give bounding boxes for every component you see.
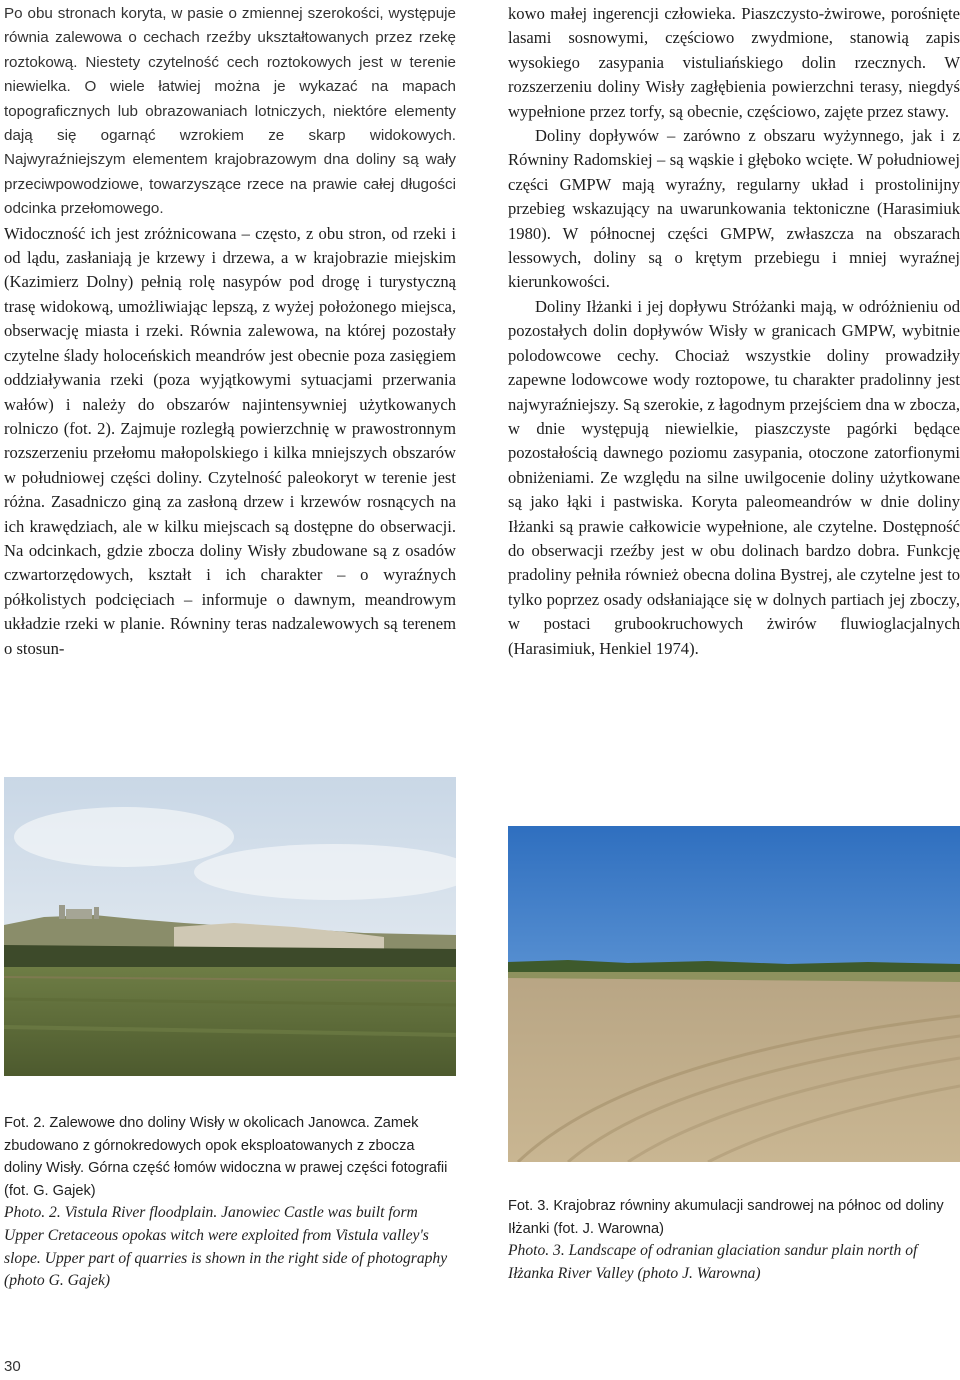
left-text-column bbox=[4, 2, 456, 661]
figure-3-caption-english: Photo. 3. Landscape of odranian glaciation sandur plain north of Iłżanka River Valley (photo J. Warowna) bbox=[508, 1242, 918, 1282]
left-paragraph-2: Widoczność ich jest zróżnicowana – często, z obu stron, od rzeki i od lądu, zasłaniają je krzewy i drzewa, a w krajobrazie miejskim (Kazimierz Dolny) pełnią rolę nasypów pod drogę i turystyczną trasę widokową, umożliwiając lepszą, z wyżej położonego miejsca, obserwację miasta i rzeki. Równia zalewowa, na której pozostały czytelne ślady holoceńskich meandrów jest obecnie poza zasięgiem oddziaływania rzeki (poza wyjątkowymi sytuacjami przerwania wałów) i należy do obszarów najintensywniej użytkowanych rolniczo (fot. 2). Zajmuje rozległą powierzchnię w prawostronnym rozszerzeniu przełomu małopolskiego i kilka mniejszych obszarów w południowej części doliny. Czytelność paleokoryt w terenie jest różna. Zasadniczo giną za zasłoną drzew i krzewów rosnących na ich krawędziach, ale w kilku miejscach są dostępne do obserwacji. Na odcinkach, gdzie zbocza doliny Wisły zbudowane są z osadów czwartorzędowych, kształt i ich charakter – o wyraźnych półkolistych podcięciach – informuje o dawnym, meandrowym układzie rzeki w planie. Równiny teras nadzalewowych są terenem o stosun- bbox=[4, 223, 456, 658]
left-paragraph-1: Po obu stronach koryta, w pasie o zmiennej szerokości, występuje równia zalewowa o cechach rzeźby ukształtowanych przez rzekę roztokową. Niestety czytelność cech roztokowych jest w terenie niewielka. O wiele łatwiej można je wykazać na mapach topograficznych lub obrazowaniach lotniczych, niektóre elementy dają się ogarnąć wzrokiem ze skarp widokowych. Najwyraźniejszym elementem krajobrazowym dna doliny są wały przeciwpowodziowe, towarzyszące rzece na prawie całej długości odcinka przełomowego. bbox=[4, 5, 456, 218]
figure-3-caption bbox=[508, 1195, 960, 1285]
right-paragraph-3: Doliny Iłżanki i jej dopływu Stróżanki mają, w odróżnieniu od pozostałych dolin dopływów Wisły w granicach GMPW, wybitnie polodowcowe cechy. Chociaż wszystkie doliny prowadziły zapewne lodowcowe wody roztopowe, tu charakter pradolinny jest najwyraźniejszy. Są szerokie, z łagodnym przejściem dna w zbocza, w dnie występują niewielkie, piaszczyste pagórki będące pozostałością dawnego poziomu zasypania, otoczone zatorfionymi obniżeniami. Ze względu na silne uwilgocenie doliny użytkowane są jako łąki i pastwiska. Koryta paleomeandrów w dnie doliny Iłżanki są prawie całkowicie wypełnione, ale czytelne. Dostępność do obserwacji rzeźby jest w obu dolinach bardzo dobra. Funkcję pradoliny pełniła również obecna dolina Bystrej, ale czytelne jest to tylko poprzez osady odsłaniające się w dolnych partiach jej zboczy, w postaci grubookruchowych żwirów fluwioglacjalnych (Harasimiuk, Henkiel 1974). bbox=[508, 296, 960, 658]
sandur-plain-landscape-image bbox=[508, 826, 960, 1162]
sandur-plain-photo bbox=[508, 826, 960, 1162]
floodplain-photo bbox=[4, 777, 456, 1076]
right-paragraph-1: kowo małej ingerencji człowieka. Piaszczysto-żwirowe, porośnięte lasami sosnowymi, częściowo zwydmione, stanowią zapis wysokiego zasypania vistuliańskiego dolin rzecznych. W rozszerzeniu doliny Wisły zagłębienia powierzchni terasy, niegdyś wypełnione przez torfy, są obecnie, częściowo, zajęte przez stawy. bbox=[508, 4, 960, 121]
figure-2-caption-english: Photo. 2. Vistula River floodplain. Janowiec Castle was built form Upper Cretaceous opokas witch were exploited from Vistula valley's slope. Upper part of quarries is shown in the right side of photography (photo G. Gajek) bbox=[4, 1204, 448, 1290]
figure-2-caption bbox=[4, 1112, 456, 1293]
right-paragraph-2: Doliny dopływów – zarówno z obszaru wyżynnego, jak i z Równiny Radomskiej – są wąskie i głęboko wcięte. W południowej części GMPW mają wyraźny, regularny układ i prostolinijny przebieg wskazujący na uwarunkowania tektoniczne (Harasimiuk 1980). W północnej części GMPW, zwłaszcza na obszarach lessowych, doliny są o krętym przebiegu i mniej wyraźnej kierunkowości. bbox=[508, 126, 960, 292]
right-text-column bbox=[508, 2, 960, 661]
page-number: 30 bbox=[4, 1358, 21, 1375]
floodplain-landscape-image bbox=[4, 777, 456, 1076]
figure-2-caption-polish: Fot. 2. Zalewowe dno doliny Wisły w okolicach Janowca. Zamek zbudowano z górnokredowych opok eksploatowanych z zbocza doliny Wisły. Górna część łomów widoczna w prawej części fotografii (fot. G. Gajek) bbox=[4, 1115, 448, 1199]
figure-3-caption-polish: Fot. 3. Krajobraz równiny akumulacji sandrowej na północ od doliny Iłżanki (fot. J. Warowna) bbox=[508, 1198, 944, 1237]
